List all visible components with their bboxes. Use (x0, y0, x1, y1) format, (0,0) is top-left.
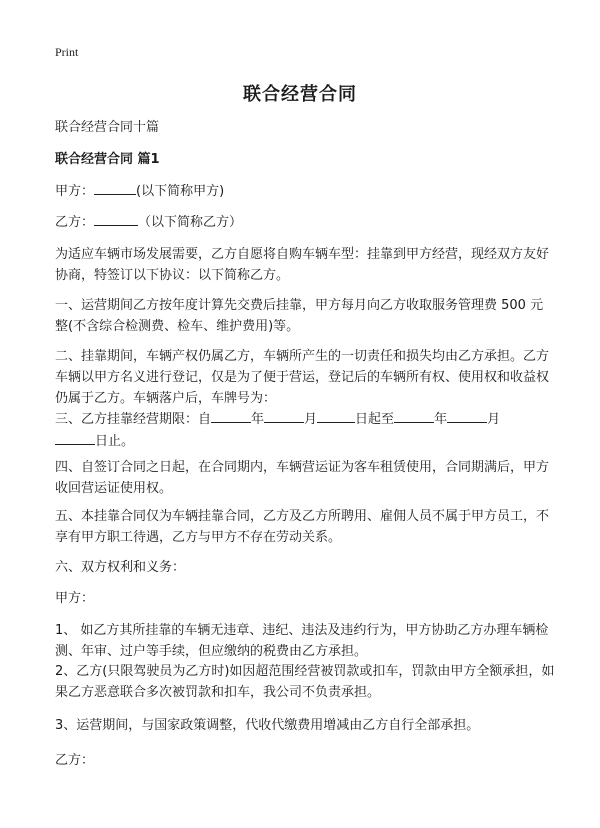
clause-3-blank-day1 (317, 408, 355, 423)
clause-3 (55, 408, 555, 452)
clause-3-day-end: 日止。 (95, 434, 135, 449)
clause-3-blank-month1 (264, 408, 304, 423)
clause-1: 一、运营期间乙方按年度计算先交费后挂靠，甲方每月向乙方收取服务管理费 500 元整(不含综合检测费、检车、维护费用)等。 (55, 298, 544, 334)
intro-paragraph: 为适应车辆市场发展需要，乙方自愿将自购车辆车型：挂靠到甲方经营，现经双方友好协商，特签订以下协议：以下简称乙方。 (55, 247, 550, 283)
clause-3-blank-year1 (211, 408, 251, 423)
party-a-heading: 甲方： (55, 591, 95, 606)
party-a-note: (以下简称甲方) (136, 184, 225, 199)
clause-4: 四、自签订合同之日起，在合同期内，车辆营运证为客车租赁使用，合同期满后，甲方收回营运证使用权。 (55, 460, 550, 496)
clause-3-blank-month2 (447, 408, 487, 423)
clause-3-day-from: 日起至 (355, 412, 395, 427)
clause-5: 五、本挂靠合同仅为车辆挂靠合同，乙方及乙方所聘用、雇佣人员不属于甲方员工，不享有甲方职工待遇，乙方与甲方不存在劳动关系。 (55, 509, 550, 545)
party-b-line (55, 211, 555, 233)
document-subtitle: 联合经营合同十篇 (55, 120, 160, 135)
clause-3-year1: 年 (251, 412, 265, 427)
section-heading: 联合经营合同 篇1 (55, 152, 160, 167)
clause-3-blank-year2 (394, 408, 434, 423)
party-b-note: （以下简称乙方） (138, 215, 243, 230)
clause-3-blank-day2 (55, 430, 95, 445)
clause-3-year2: 年 (434, 412, 448, 427)
party-a-label: 甲方： (55, 184, 95, 199)
clause-3-prefix: 三、乙方挂靠经营期限：自 (55, 412, 212, 427)
print-link[interactable]: Print (55, 45, 79, 59)
clause-2: 二、挂靠期间，车辆产权仍属乙方，车辆所产生的一切责任和损失均由乙方承担。乙方车辆以甲方名义进行登记，仅是为了便于营运，登记后的车辆所有权、使用权和收益权仍属于乙方。车辆落户后，车牌号为： (55, 349, 550, 406)
party-b-blank (94, 211, 138, 226)
party-a-line (55, 180, 555, 202)
document-title: 联合经营合同 (243, 84, 357, 105)
item-3: 3、运营期间，与国家政策调整，代收代缴费用增减由乙方自行全部承担。 (55, 718, 480, 733)
party-b-label: 乙方： (55, 215, 95, 230)
clause-6: 六、双方权利和义务： (55, 560, 186, 575)
party-a-blank (94, 180, 136, 195)
party-b-heading: 乙方： (55, 753, 95, 768)
clause-3-month2: 月 (487, 412, 501, 427)
clause-3-month1: 月 (304, 412, 318, 427)
item-2: 2、乙方(只限驾驶员为乙方时)如因超范围经营被罚款或扣车，罚款由甲方全额承担，如果乙方恶意联合多次被罚款和扣车，我公司不负责承担。 (55, 664, 555, 700)
item-1: 1、 如乙方其所挂靠的车辆无违章、违纪、违法及违约行为，甲方协助乙方办理车辆检测、年审、过户等手续，但应缴纳的税费由乙方承担。 (55, 623, 549, 659)
